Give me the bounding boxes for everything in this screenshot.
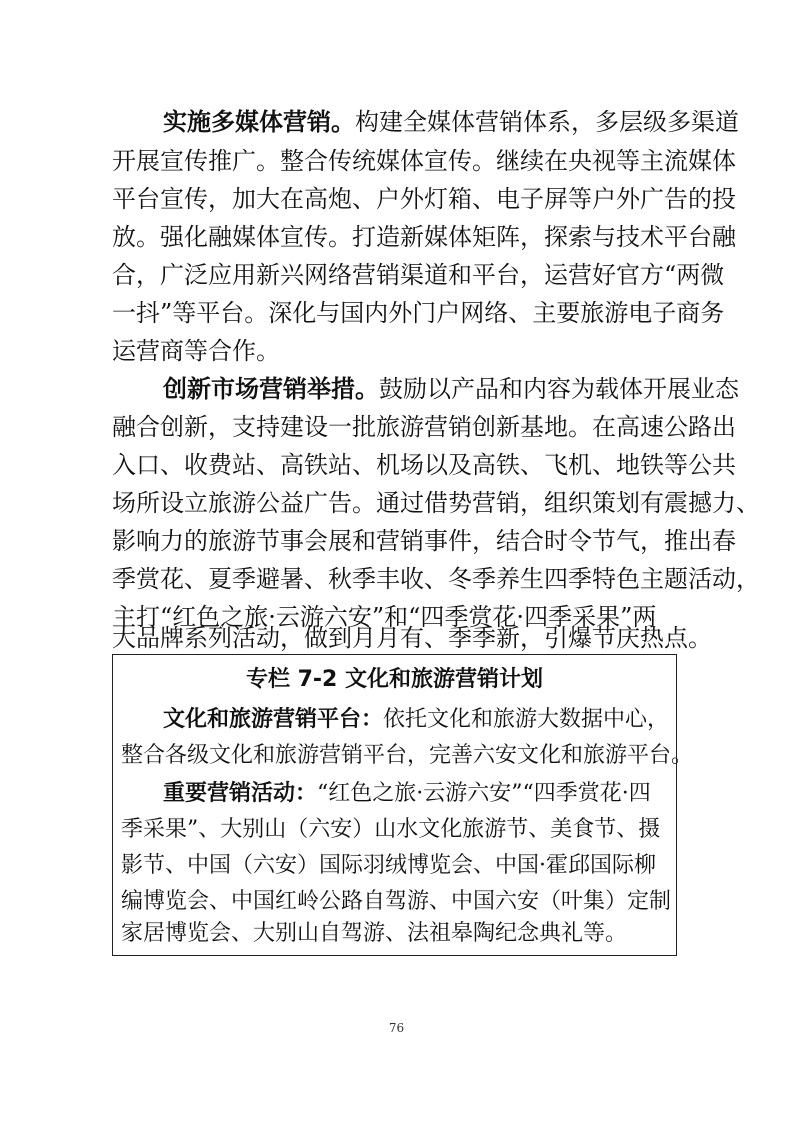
paragraph1-line-1 xyxy=(163,106,739,138)
paragraph2-line-7: 主打“红色之旅·云游六安”和“四季赏花·四季采果”两 xyxy=(112,603,657,631)
box-item2-line-4: 编博览会、中国红岭公路自驾游、中国六安（叶集）定制 xyxy=(121,889,672,914)
paragraph1-line-4: 放。强化融媒体宣传。打造新媒体矩阵，探索与技术平台融 xyxy=(112,223,736,251)
paragraph1-line-3: 平台宣传，加大在高炮、户外灯箱、电子屏等户外广告的投 xyxy=(112,185,736,213)
paragraph2-line-8-visible: 大品牌系列活动，做到月月有、季季新，引爆节庆热点。 xyxy=(112,624,712,652)
paragraph2-line-6: 季赏花、夏季避暑、秋季丰收、冬季养生四季特色主题活动， xyxy=(112,565,760,593)
paragraph1-line-2: 开展宣传推广。整合传统媒体宣传。继续在央视等主流媒体 xyxy=(112,147,736,175)
paragraph1-line-5: 合，广泛应用新兴网络营销渠道和平台，运营好官方“两微 xyxy=(112,261,725,289)
box-item2-line-1 xyxy=(163,779,651,809)
paragraph1-text: 构建全媒体营销体系，多层级多渠道 xyxy=(355,108,739,136)
paragraph1-line-7: 运营商等合作。 xyxy=(112,337,280,365)
paragraph2-text: 鼓励以产品和内容为载体开展业态 xyxy=(379,375,739,403)
paragraph2-line-4: 场所设立旅游公益广告。通过借势营销，组织策划有震撼力、 xyxy=(112,489,760,517)
paragraph1-line-6: 一抖”等平台。深化与国内外门户网络、主要旅游电子商务 xyxy=(112,299,725,327)
paragraph2-line-3: 入口、收费站、高铁站、机场以及高铁、飞机、地铁等公共 xyxy=(112,451,736,479)
box-item1-label: 文化和旅游营销平台： xyxy=(163,707,384,732)
column-box xyxy=(112,654,694,956)
paragraph2-line-5: 影响力的旅游节事会展和营销事件，结合时令节气，推出春 xyxy=(112,527,736,555)
box-item2-label: 重要营销活动： xyxy=(163,781,318,806)
paragraph2-line-2: 融合创新，支持建设一批旅游营销创新基地。在高速公路出 xyxy=(112,413,736,441)
paragraph2-line-1 xyxy=(163,373,739,405)
column-box-title: 专栏 7-2 文化和旅游营销计划 xyxy=(245,667,544,692)
box-item2-line-5: 家居博览会、大别山自驾游、法祖皋陶纪念典礼等。 xyxy=(121,921,628,946)
paragraph2-lead: 创新市场营销举措。 xyxy=(163,375,379,403)
box-item2-line-3: 影节、中国（六安）国际羽绒博览会、中国·霍邱国际柳 xyxy=(121,853,656,878)
paragraph1-lead: 实施多媒体营销。 xyxy=(163,108,355,136)
box-item2-line-2: 季采果”、大别山（六安）山水文化旅游节、美食节、摄 xyxy=(121,817,661,842)
box-item1-line-1 xyxy=(163,705,669,735)
box-item1-line-2: 整合各级文化和旅游营销平台，完善六安文化和旅游平台。 xyxy=(121,743,694,768)
box-item2-text: “红色之旅·云游六安”“四季赏花·四 xyxy=(317,781,651,806)
page-number: 76 xyxy=(388,1021,405,1035)
box-item1-text: 依托文化和旅游大数据中心， xyxy=(383,707,670,732)
